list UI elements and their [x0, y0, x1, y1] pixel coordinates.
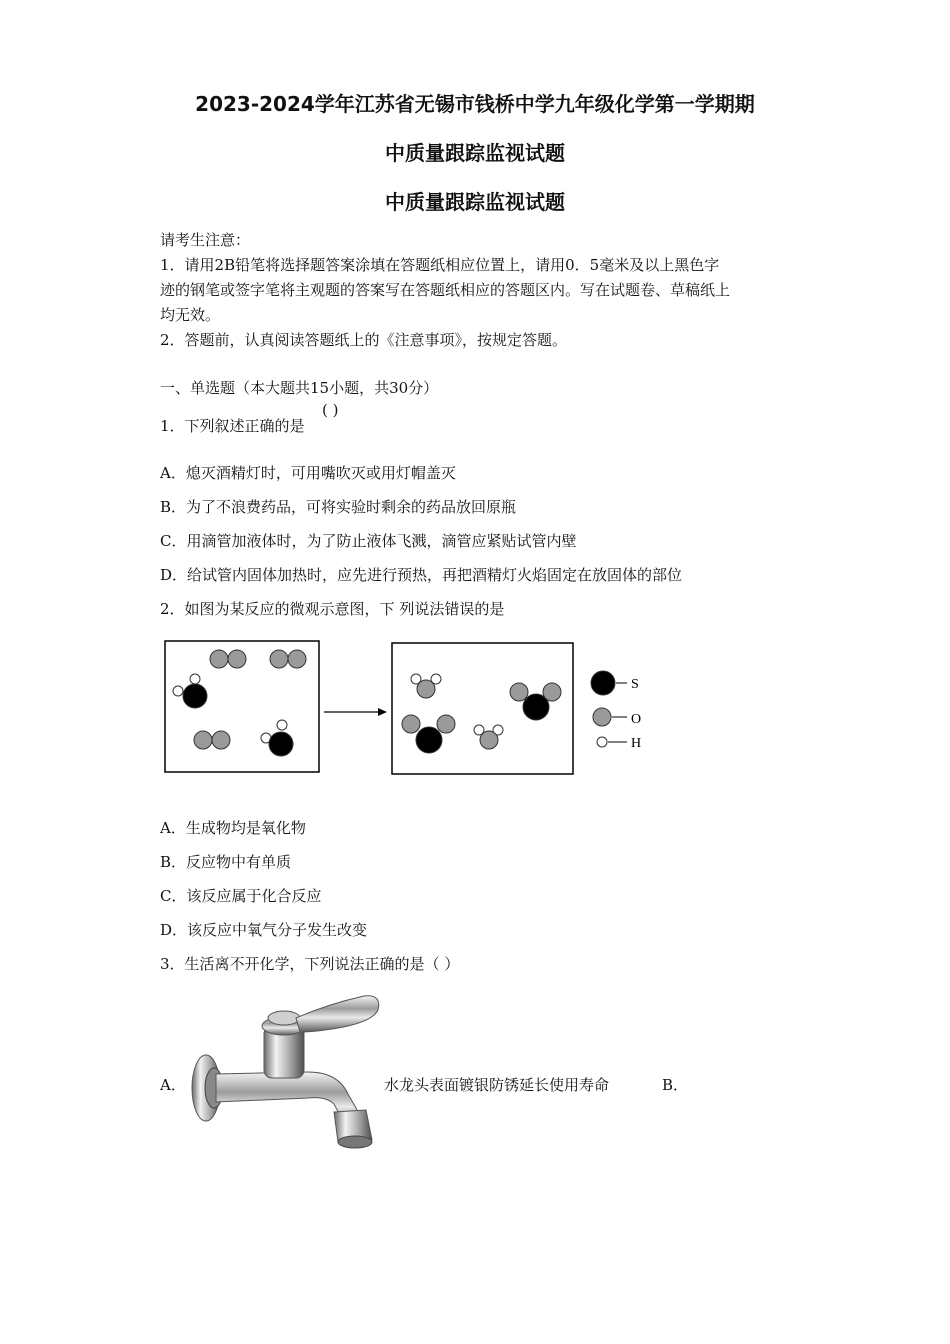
question-3-option-b-label: B． [662, 1076, 689, 1094]
legend-oxygen [593, 708, 627, 726]
oxygen-molecule [270, 650, 306, 668]
notice-item-1b: 迹的钢笔或签字笔将主观题的答案写在答题纸相应的答题区内。写在试题卷、草稿纸上 [160, 281, 731, 299]
notice-item-2: 2．答题前，认真阅读答题纸上的《注意事项》，按规定答题。 [160, 331, 568, 349]
question-2-option-d: D．该反应中氧气分子发生改变 [160, 921, 368, 939]
question-3-option-a-label: A． [160, 1076, 186, 1094]
faucet-image [188, 992, 384, 1154]
section-heading: 一、单选题（本大题共15小题，共30分） [160, 379, 439, 397]
reaction-arrow-head [378, 708, 387, 716]
legend-hydrogen [597, 737, 627, 747]
question-2-option-c: C．该反应属于化合反应 [160, 887, 322, 905]
water-molecule [474, 725, 503, 749]
water-molecule [411, 674, 441, 698]
question-1-option-c: C．用滴管加液体时，为了防止液体飞溅，滴管应紧贴试管内壁 [160, 532, 577, 550]
page-title-line-3: 中质量跟踪监视试题 [385, 190, 565, 214]
question-1-option-a: A．熄灭酒精灯时，可用嘴吹灭或用灯帽盖灭 [160, 464, 456, 482]
notice-item-1a: 1．请用2B铅笔将选择题答案涂填在答题纸相应位置上，请用0．5毫米及以上黑色字 [160, 256, 720, 274]
oxygen-molecule [210, 650, 246, 668]
notice-item-1c: 均无效。 [160, 306, 221, 324]
page-title-line-2: 中质量跟踪监视试题 [385, 141, 565, 165]
hydrogen-sulfide-molecule [261, 720, 293, 756]
page-title-line-1: 2023-2024学年江苏省无锡市钱桥中学九年级化学第一学期期 [195, 92, 755, 116]
oxygen-molecule [194, 731, 230, 749]
question-1-option-b: B．为了不浪费药品，可将实验时剩余的药品放回原瓶 [160, 498, 517, 516]
sulfur-dioxide-molecule [510, 683, 561, 720]
question-3-option-a-text: 水龙头表面镀银防锈延长使用寿命 [384, 1076, 610, 1094]
notice-heading: 请考生注意： [160, 231, 251, 249]
question-1-option-d: D．给试管内固体加热时，应先进行预热，再把酒精灯火焰固定在放固体的部位 [160, 566, 683, 584]
question-3-stem: 3．生活离不开化学，下列说法正确的是（ ） [160, 955, 460, 973]
legend-sulfur [591, 671, 627, 695]
legend-oxygen-label: O [631, 712, 642, 727]
question-2-option-b: B．反应物中有单质 [160, 853, 292, 871]
question-1-stem: 1．下列叙述正确的是 [160, 417, 305, 435]
hydrogen-sulfide-molecule [173, 674, 207, 708]
question-1-answer-blank: ( ) [322, 401, 339, 419]
legend-hydrogen-label: H [631, 736, 642, 751]
reaction-diagram [160, 636, 660, 781]
question-2-option-a: A．生成物均是氧化物 [160, 819, 306, 837]
legend-sulfur-label: S [631, 677, 639, 692]
sulfur-dioxide-molecule [402, 715, 455, 753]
question-2-stem: 2．如图为某反应的微观示意图，下 列说法错误的是 [160, 600, 505, 618]
